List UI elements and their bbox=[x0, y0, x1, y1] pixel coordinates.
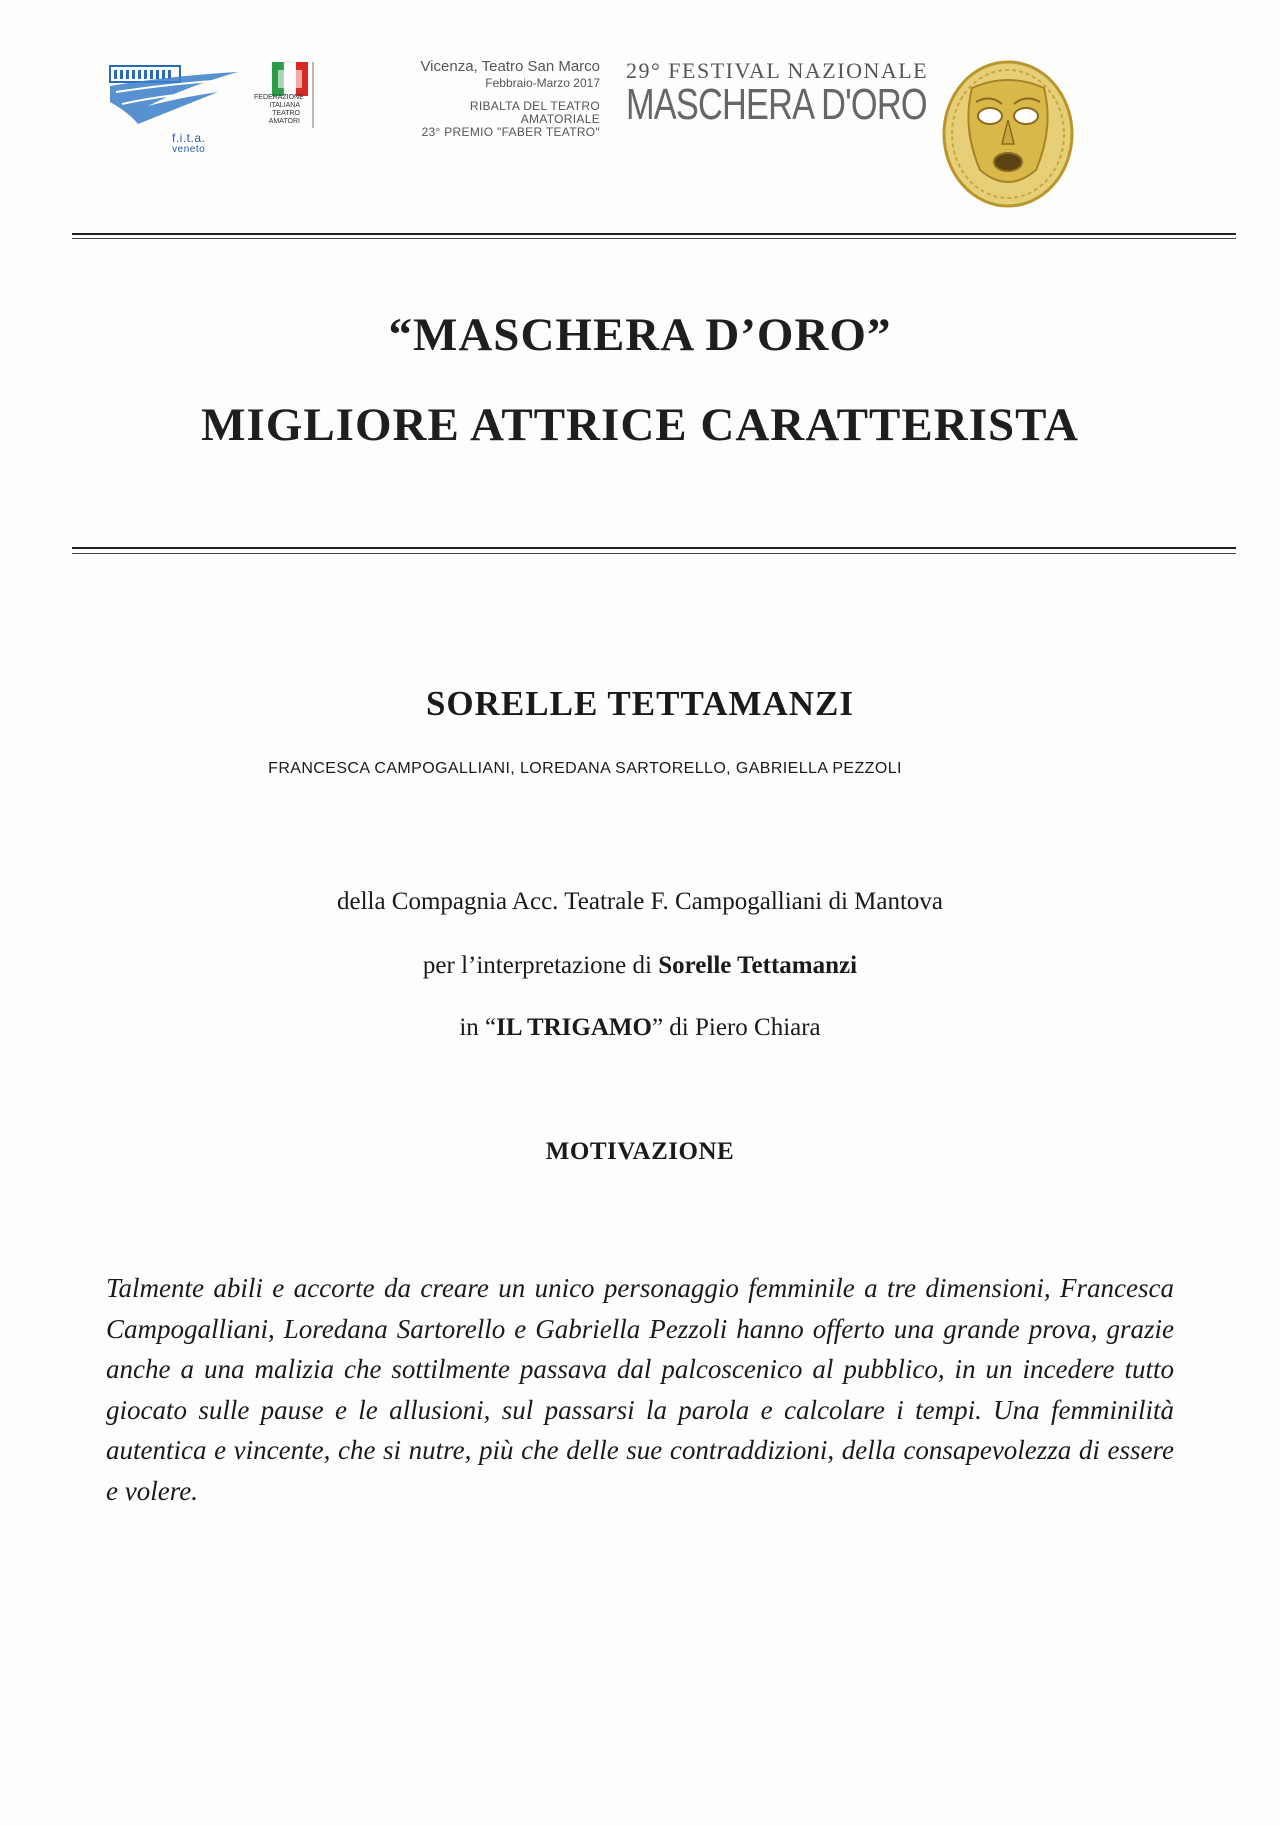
play-title: IL TRIGAMO bbox=[496, 1014, 652, 1041]
header-divider bbox=[72, 233, 1236, 235]
golden-mask-icon bbox=[936, 58, 1074, 208]
venue-dates: Febbraio-Marzo 2017 bbox=[485, 76, 600, 90]
title-divider bbox=[72, 547, 1236, 549]
award-title: “MASCHERA D’ORO” bbox=[388, 309, 892, 361]
award-category: MIGLIORE ATTRICE CARATTERISTA bbox=[201, 399, 1079, 451]
federazione-text: FEDERAZIONE ITALIANA TEATRO AMATORI bbox=[254, 94, 304, 125]
title-divider-thin bbox=[72, 553, 1236, 554]
venue-event: RIBALTA DEL TEATRO AMATORIALE bbox=[469, 99, 600, 126]
venue-info bbox=[392, 58, 600, 139]
fita-veneto-logo bbox=[108, 62, 240, 130]
venue-prize: 23° PREMIO "FABER TEATRO" bbox=[421, 125, 600, 139]
festival-edition: 29° FESTIVAL NAZIONALE bbox=[626, 58, 929, 83]
performers-list: FRANCESCA CAMPOGALLIANI, LOREDANA SARTORELLO, GABRIELLA PEZZOLI bbox=[268, 760, 902, 777]
recipient-name: SORELLE TETTAMANZI bbox=[425, 684, 855, 723]
motivation-text: Talmente abili e accorte da creare un unico personaggio femminile a tre dimensioni, Francesca Campogalliani, Loredana Sartorello e Gabriella Pezzoli hanno offerto una grande prova, grazie anche a una malizia che sottilmente passava dal palcoscenico al pubblico, in un incedere tutto giocato sulle pause e le allusioni, sul passarsi la parola e calcolare i tempi. Una femminilità autentica e vincente, che si nutre, più che delle sue contraddizioni, della consapevolezza di essere e volere. bbox=[106, 1273, 1174, 1506]
venue-location: Vicenza, Teatro San Marco bbox=[420, 58, 600, 75]
festival-name: MASCHERA D'ORO bbox=[626, 80, 927, 129]
header-divider-thin bbox=[72, 238, 1236, 239]
motivation-heading: MOTIVAZIONE bbox=[545, 1138, 735, 1165]
company-line: della Compagnia Acc. Teatrale F. Campogalliani di Mantova bbox=[336, 888, 944, 915]
play-line: in “IL TRIGAMO” di Piero Chiara bbox=[459, 1014, 821, 1041]
fita-logo-text: f.i.t.a. veneto bbox=[172, 131, 206, 155]
role-line: per l’interpretazione di Sorelle Tettamanzi bbox=[422, 952, 858, 979]
role-name: Sorelle Tettamanzi bbox=[658, 952, 858, 979]
